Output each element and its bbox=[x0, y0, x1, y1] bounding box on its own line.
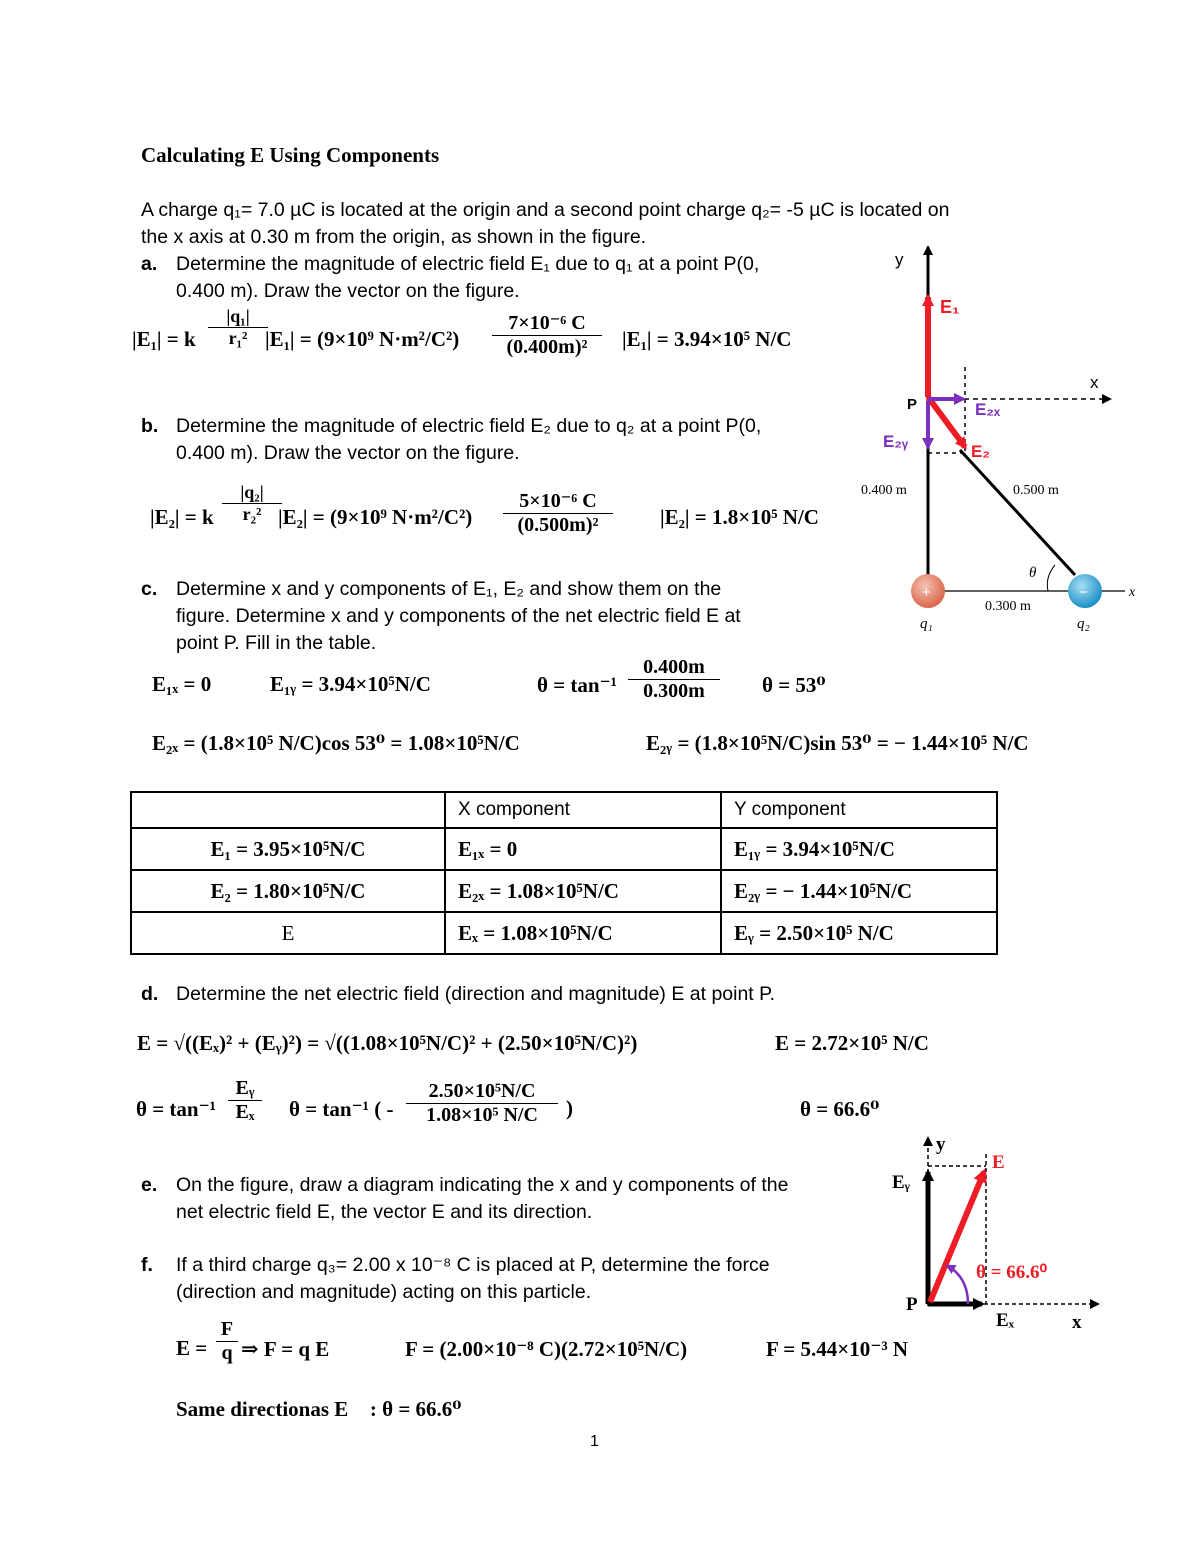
table-cell: E₂ᵧ = − 1.44×10⁵N/C bbox=[721, 870, 997, 912]
equation-b1-fraction: |q₂| r₂² bbox=[222, 482, 282, 525]
table-header-row bbox=[131, 792, 997, 828]
table-cell: E₁ = 3.95×10⁵N/C bbox=[131, 828, 445, 870]
part-c-prompt bbox=[141, 576, 856, 657]
part-label: c. bbox=[141, 578, 158, 600]
equation-c4: θ = 53⁰ bbox=[762, 673, 826, 697]
angle-arc bbox=[948, 1266, 968, 1304]
equation-f1: E = bbox=[176, 1336, 208, 1360]
part-a-prompt bbox=[141, 251, 856, 305]
part-b-prompt bbox=[141, 413, 856, 467]
part-line: net electric field E, the vector E and its direction. bbox=[176, 1201, 593, 1223]
equation-d4-fraction: 2.50×10⁵N/C 1.08×10⁵ N/C bbox=[406, 1080, 558, 1127]
part-e-prompt bbox=[141, 1172, 876, 1226]
table-cell: E₁ₓ = 0 bbox=[445, 828, 721, 870]
e2-vector bbox=[928, 397, 965, 447]
x-axis-label: x bbox=[1090, 373, 1099, 392]
point-p-label: P bbox=[907, 396, 918, 413]
ex-label: Eₓ bbox=[996, 1310, 1015, 1331]
equation-b2: |E₂| = (9×10⁹ N·m²/C²) bbox=[278, 505, 473, 529]
part-line: figure. Determine x and y components of the net electric field E at bbox=[176, 605, 741, 627]
equation-a1: |E₁| = k bbox=[132, 327, 196, 351]
part-line: Determine the magnitude of electric field E₁ due to q₁ at a point P(0, bbox=[176, 253, 760, 275]
angle-label: θ = 66.6⁰ bbox=[976, 1262, 1048, 1283]
table-header-cell: Y component bbox=[721, 792, 997, 828]
equation-a2: |E₁| = (9×10⁹ N·m²/C²) bbox=[265, 327, 460, 351]
distance-label-y: 0.400 m bbox=[861, 483, 907, 498]
table-cell: E₂ₓ = 1.08×10⁵N/C bbox=[445, 870, 721, 912]
part-label: a. bbox=[141, 253, 158, 275]
net-field-figure bbox=[880, 1128, 1110, 1338]
equation-f3: F = 5.44×10⁻³ N bbox=[766, 1337, 909, 1361]
part-line: On the figure, draw a diagram indicating the x and y components of the bbox=[176, 1174, 789, 1196]
part-line: (direction and magnitude) acting on this particle. bbox=[176, 1281, 592, 1303]
y-axis-label: y bbox=[895, 250, 904, 269]
part-d-prompt bbox=[141, 981, 896, 1008]
table-cell: Eₓ = 1.08×10⁵N/C bbox=[445, 912, 721, 954]
intro-paragraph bbox=[141, 197, 949, 251]
equation-c3: θ = tan⁻¹ bbox=[537, 673, 617, 697]
part-f-prompt bbox=[141, 1252, 876, 1306]
equation-d2: E = 2.72×10⁵ N/C bbox=[775, 1031, 929, 1055]
equation-c1: E₁ₓ = 0 bbox=[152, 672, 212, 696]
y-axis-label: y bbox=[936, 1134, 946, 1155]
equation-d3-fraction: Eᵧ Eₓ bbox=[228, 1077, 262, 1124]
equation-c3-fraction: 0.400m 0.300m bbox=[628, 656, 720, 703]
intro-line: A charge q₁= 7.0 µC is located at the origin and a second point charge q₂= -5 µC is located on bbox=[141, 199, 950, 221]
part-line: 0.400 m). Draw the vector on the figure. bbox=[176, 442, 520, 464]
charge-figure bbox=[845, 225, 1145, 645]
e2y-label: E₂ᵧ bbox=[883, 432, 909, 451]
plus-sign: + bbox=[922, 584, 931, 601]
table-header-cell: X component bbox=[445, 792, 721, 828]
equation-a3: |E₁| = 3.94×10⁵ N/C bbox=[622, 327, 792, 351]
equation-b2-fraction: 5×10⁻⁶ C (0.500m)² bbox=[503, 488, 613, 537]
components-table bbox=[130, 791, 998, 955]
equation-a1-fraction: |q₁| r₁² bbox=[208, 306, 268, 349]
theta-label: θ bbox=[1029, 565, 1037, 581]
equation-f2: F = (2.00×10⁻⁸ C)(2.72×10⁵N/C) bbox=[405, 1337, 688, 1361]
e2x-label: E₂ₓ bbox=[975, 400, 1001, 419]
part-line: point P. Fill in the table. bbox=[176, 632, 377, 654]
page-title: Calculating E Using Components bbox=[141, 143, 440, 167]
part-line: 0.400 m). Draw the vector on the figure. bbox=[176, 280, 520, 302]
equation-c6: E₂ᵧ = (1.8×10⁵N/C)sin 53⁰ = − 1.44×10⁵ N/C bbox=[646, 731, 1029, 755]
table-row bbox=[131, 912, 997, 954]
equation-d4-close: ) bbox=[566, 1096, 573, 1120]
q2-label: q₂ bbox=[1077, 616, 1090, 632]
table-cell: E₂ = 1.80×10⁵N/C bbox=[131, 870, 445, 912]
equation-d1: E = √((Eₓ)² + (Eᵧ)²) = √((1.08×10⁵N/C)² + (2.50×10⁵N/C)²) bbox=[137, 1031, 638, 1055]
page-number: 1 bbox=[590, 1433, 599, 1450]
equation-d3: θ = tan⁻¹ bbox=[136, 1097, 216, 1121]
equation-d4: θ = tan⁻¹ ( - bbox=[289, 1097, 394, 1121]
equation-f1-rhs: ⇒ F = q E bbox=[241, 1337, 330, 1361]
intro-line: the x axis at 0.30 m from the origin, as shown in the figure. bbox=[141, 226, 647, 248]
x-axis-label: x bbox=[1129, 585, 1136, 600]
equation-a2-fraction: 7×10⁻⁶ C (0.400m)² bbox=[492, 310, 602, 359]
part-line: Determine x and y components of E₁, E₂ and show them on the bbox=[176, 578, 722, 600]
table-cell: E₁ᵧ = 3.94×10⁵N/C bbox=[721, 828, 997, 870]
ey-label: Eᵧ bbox=[892, 1172, 911, 1193]
part-label: f. bbox=[141, 1254, 153, 1276]
table-cell: E bbox=[131, 912, 445, 954]
x-axis-label: x bbox=[1072, 1312, 1082, 1333]
e-label: E bbox=[992, 1152, 1005, 1173]
q1-label: q₁ bbox=[920, 616, 933, 632]
part-label: e. bbox=[141, 1174, 158, 1196]
part-line: Determine the net electric field (direction and magnitude) E at point P. bbox=[176, 983, 776, 1005]
equation-f1-fraction: F q bbox=[216, 1318, 238, 1365]
theta-arc bbox=[1047, 565, 1055, 591]
equation-b1: |E₂| = k bbox=[150, 505, 214, 529]
table-header-cell bbox=[131, 792, 445, 828]
table-row bbox=[131, 870, 997, 912]
part-label: b. bbox=[141, 415, 159, 437]
equation-c2: E₁ᵧ = 3.94×10⁵N/C bbox=[270, 672, 431, 696]
point-p-label: P bbox=[906, 1294, 918, 1315]
table-row bbox=[131, 828, 997, 870]
e1-label: E₁ bbox=[940, 297, 960, 317]
equation-d5: θ = 66.6⁰ bbox=[800, 1097, 880, 1121]
equation-c5: E₂ₓ = (1.8×10⁵ N/C)cos 53⁰ = 1.08×10⁵N/C bbox=[152, 731, 520, 755]
minus-sign: − bbox=[1079, 584, 1088, 601]
part-label: d. bbox=[141, 983, 159, 1005]
hypotenuse-line bbox=[960, 450, 1075, 575]
part-line: If a third charge q₃= 2.00 x 10⁻⁸ C is placed at P, determine the force bbox=[176, 1254, 770, 1276]
equation-f4: Same directionas E⃗ : θ = 66.6⁰ bbox=[176, 1397, 462, 1421]
distance-label-hyp: 0.500 m bbox=[1013, 483, 1059, 498]
table-cell: Eᵧ = 2.50×10⁵ N/C bbox=[721, 912, 997, 954]
distance-label-x: 0.300 m bbox=[985, 599, 1031, 614]
part-line: Determine the magnitude of electric field E₂ due to q₂ at a point P(0, bbox=[176, 415, 762, 437]
equation-b3: |E₂| = 1.8×10⁵ N/C bbox=[660, 505, 819, 529]
e2-label: E₂ bbox=[971, 442, 990, 461]
